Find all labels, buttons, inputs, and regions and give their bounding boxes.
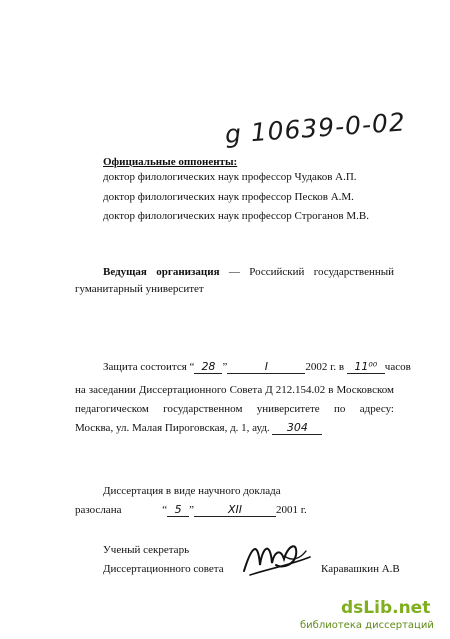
opponent-line: доктор филологических наук профессор Песков А.М. bbox=[103, 191, 354, 203]
defense-month: I bbox=[227, 361, 305, 374]
opponent-line: доктор филологических наук профессор Чудаков А.П. bbox=[103, 171, 357, 183]
defense-day: 28 bbox=[194, 361, 222, 374]
defense-room: 304 bbox=[272, 422, 322, 435]
secretary-council: Диссертационного совета bbox=[103, 563, 224, 575]
lead-org-label: Ведущая организация bbox=[103, 266, 220, 278]
lead-org-line2: гуманитарный университет bbox=[75, 283, 204, 295]
secretary-name: Каравашкин А.В bbox=[321, 563, 400, 575]
watermark-brand: dsLib.net bbox=[341, 598, 431, 618]
watermark-subtitle: библиотека диссертаций bbox=[300, 620, 434, 631]
secretary-title: Ученый секретарь bbox=[103, 544, 190, 556]
opponent-line: доктор филологических наук профессор Строганов М.В. bbox=[103, 210, 369, 222]
defense-university-line: педагогическом государственном университете по адресу: bbox=[75, 403, 394, 415]
handwritten-code: g 10639-0-02 bbox=[223, 107, 407, 149]
dissertation-line: Диссертация в виде научного доклада bbox=[103, 485, 281, 497]
sent-day: 5 bbox=[167, 504, 189, 517]
watermark-logo bbox=[341, 598, 430, 618]
signature-graphic bbox=[240, 535, 315, 580]
sent-month: XII bbox=[194, 504, 276, 517]
lead-org-line bbox=[103, 265, 394, 279]
defense-council-line: на заседании Диссертационного Совета Д 212.154.02 в Московском bbox=[75, 384, 394, 396]
opponents-heading: Официальные оппоненты: bbox=[103, 156, 238, 168]
defense-time: 11⁰⁰ bbox=[347, 361, 385, 374]
dissertation-sent-line: разослана “ 5 ” XII 2001 г. bbox=[75, 503, 307, 516]
lead-org-text: — Российский государственный bbox=[228, 266, 394, 278]
defense-line: Защита состоится “ 28 ” I 2002 г. в 11⁰⁰ часов bbox=[103, 360, 411, 373]
defense-address-line: Москва, ул. Малая Пироговская, д. 1, ауд. 304 bbox=[75, 421, 322, 435]
